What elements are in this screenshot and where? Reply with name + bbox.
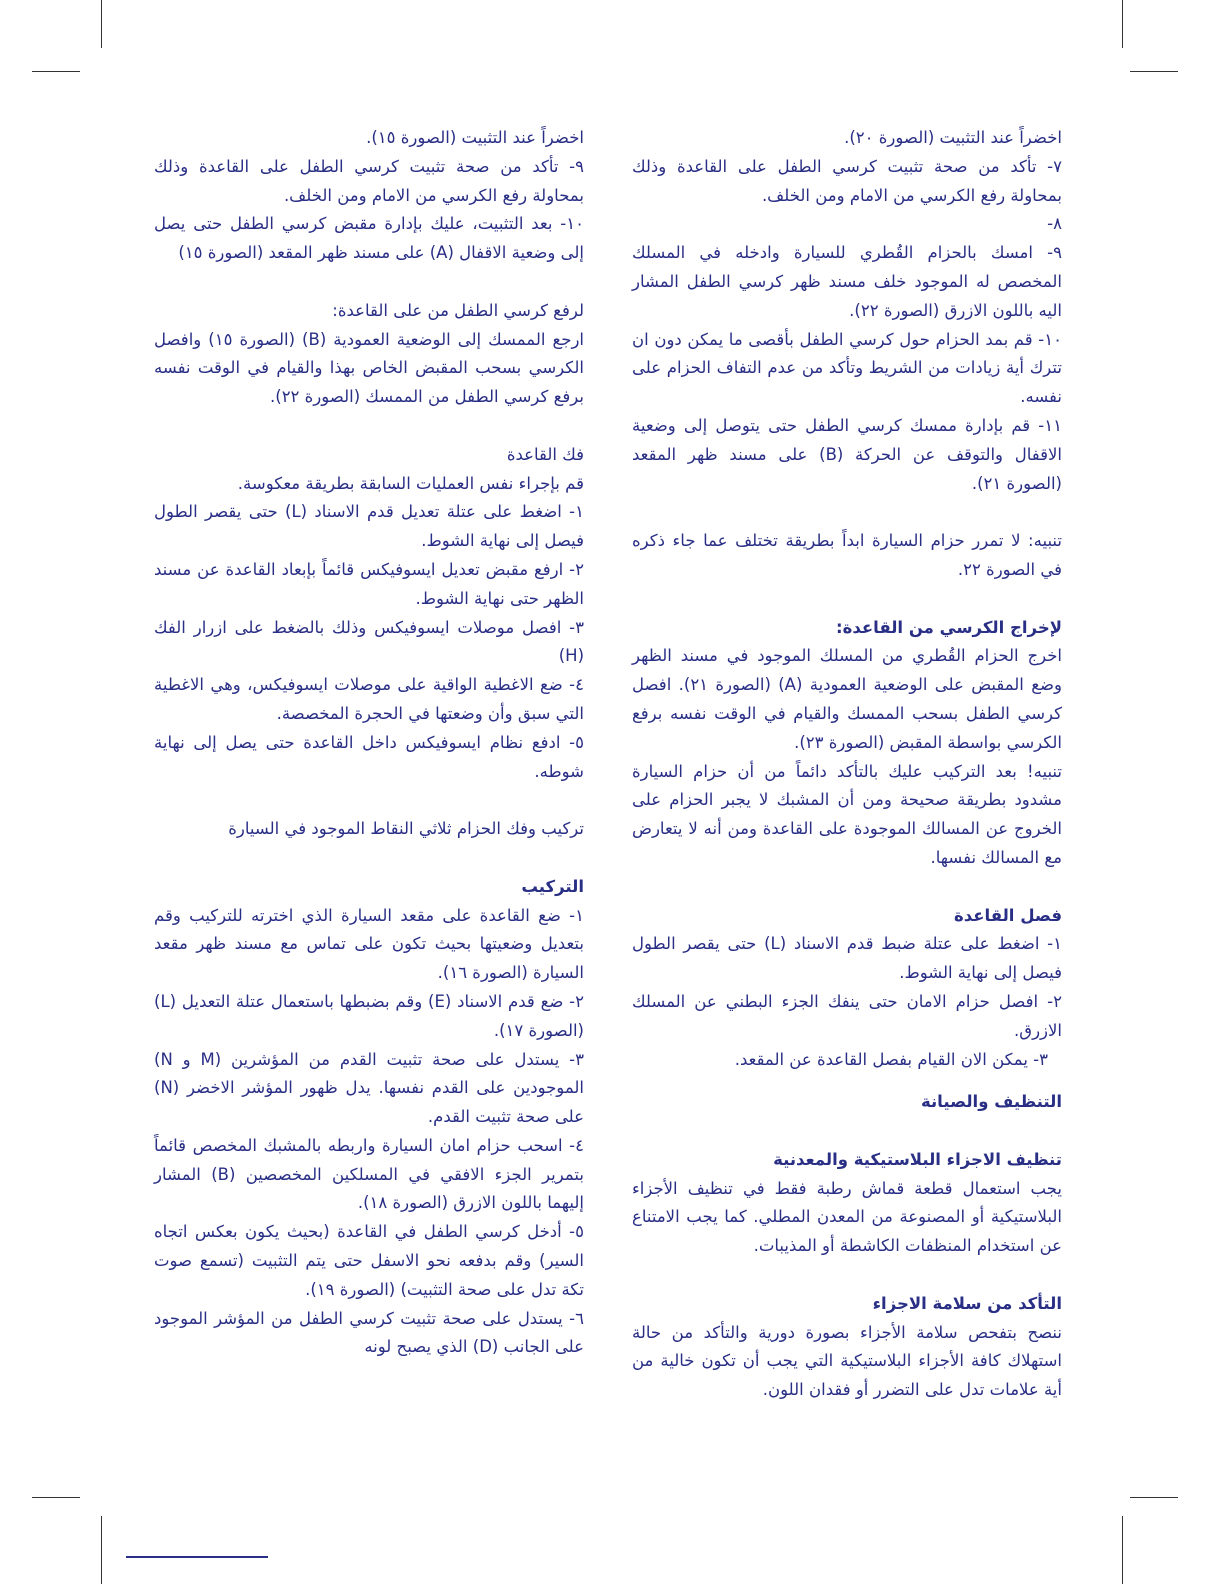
footer-rule <box>126 1556 268 1558</box>
paragraph: ارجع الممسك إلى الوضعية العمودية (B) (الصورة ١٥) وافصل الكرسي بسحب المقبض الخاص بهذا والقيام في الوقت نفسه برفع كرسي الطفل من الممسك (الصورة ٢٢). <box>154 329 585 407</box>
paragraph: ٢- ارفع مقبض تعديل ايسوفيكس قائماً بإبعاد القاعدة عن مسند الظهر حتى نهاية الشوط. <box>154 559 584 608</box>
paragraph: اخرج الحزام القُطري من المسلك الموجود في مسند الظهر وضع المقبض على الوضعية العمودية (A) (الصورة ٢١). افصل كرسي الطفل بسحب الممسك والقيام في الوقت نفسه برفع الكرسي بواسطة المقبض (الصورة ٢٣). <box>632 646 1063 752</box>
paragraph: ٣- يستدل على صحة تثبيت القدم من المؤشرين (M و N) الموجودين على القدم نفسها. يدل ظهور المؤشر الاخضر (N) على صحة تثبيت القدم. <box>154 1049 584 1127</box>
paragraph: ٧- تأكد من صحة تثبيت كرسي الطفل على القاعدة وذلك بمحاولة رفع الكرسي من الامام ومن الخلف. <box>632 156 1062 205</box>
warning-text: تنبيه! بعد التركيب عليك بالتأكد دائماً من أن حزام السيارة مشدود بطريقة صحيحة ومن أن المشبك لا يجبر الحزام على الخروج عن المسالك الموجودة على القاعدة ومن أنه لا يتعارض مع المسالك نفسها. <box>632 761 1062 867</box>
crop-mark-bottom-left-h <box>32 1497 80 1498</box>
paragraph: ننصح بتفحص سلامة الأجزاء بصورة دورية والتأكد من حالة استهلاك كافة الأجزاء البلاستيكية التي يجب أن تكون خالية من أية علامات تدل على التضرر أو فقدان اللون. <box>632 1322 1062 1400</box>
paragraph: اخضراً عند التثبيت (الصورة ١٥). <box>366 128 584 147</box>
crop-mark-bottom-right <box>1122 1516 1123 1584</box>
paragraph: ٤- اسحب حزام امان السيارة واربطه بالمشبك المخصص قائماً بتمرير الجزء الافقي في المسلكين المخصصين (B) المشار إليهما باللون الازرق (الصورة ١٨). <box>154 1135 584 1213</box>
section-heading: فصل القاعدة <box>954 905 1062 925</box>
paragraph: ٢- افصل حزام الامان حتى ينفك الجزء البطني عن المسلك الازرق. <box>632 991 1062 1040</box>
paragraph: ٤- ضع الاغطية الواقية على موصلات ايسوفيكس، وهي الاغطية التي سبق وأن وضعتها في الحجرة المخصصة. <box>154 675 584 723</box>
paragraph: اخضراً عند التثبيت (الصورة ٢٠). <box>844 128 1062 147</box>
paragraph: ٩- تأكد من صحة تثبيت كرسي الطفل على القاعدة وذلك بمحاولة رفع الكرسي من الامام ومن الخلف. <box>154 156 584 205</box>
paragraph: ١٠- قم بمد الحزام حول كرسي الطفل بأقصى ما يمكن دون ان تترك أية زيادات من الشريط وتأكد من عدم التفاف الحزام على نفسه. <box>632 329 1062 407</box>
section-heading: التركيب <box>521 876 584 896</box>
crop-mark-top-right <box>1122 0 1123 48</box>
paragraph: ١- اضغط على عتلة ضبط قدم الاسناد (L) حتى يقصر الطول فيصل إلى نهاية الشوط. <box>632 934 1062 983</box>
paragraph: ١٠- بعد التثبيت، عليك بإدارة مقبض كرسي الطفل حتى يصل إلى وضعية الاقفال (A) على مسند ظهر المقعد (الصورة ١٥) <box>154 214 584 263</box>
warning-text: تنبيه: لا تمرر حزام السيارة ابداً بطريقة تختلف عما جاء ذكره في الصورة ٢٢. <box>632 531 1062 579</box>
section-heading: التأكد من سلامة الاجزاء <box>872 1293 1062 1313</box>
paragraph: ١- ضع القاعدة على مقعد السيارة الذي اخترته للتركيب وقم بتعديل وضعيتها بحيث تكون على تماس مع مسند ظهر مقعد السيارة (الصورة ١٦). <box>154 905 584 983</box>
crop-mark-bottom-left <box>101 1516 102 1584</box>
paragraph: ٩- امسك بالحزام القُطري للسيارة وادخله في المسلك المخصص له الموجود خلف مسند ظهر كرسي الطفل المشار اليه باللون الازرق (الصورة ٢٢). <box>632 243 1062 320</box>
paragraph: ٢- ضع قدم الاسناد (E) وقم بضبطها باستعمال عتلة التعديل (L) (الصورة ١٧). <box>154 991 584 1040</box>
paragraph: ٥- ادفع نظام ايسوفيكس داخل القاعدة حتى يصل إلى نهاية شوطه. <box>154 732 584 781</box>
paragraph: ٥- أدخل كرسي الطفل في القاعدة (بحيث يكون بعكس اتجاه السير) وقم بدفعه نحو الاسفل حتى يتم التثبيت (تسمع صوت تكة تدل على صحة التثبيت) (الصورة ١٩). <box>154 1222 584 1299</box>
crop-mark-top-left-h <box>32 71 80 72</box>
crop-mark-top-right-h <box>1130 71 1178 72</box>
paragraph: قم بإجراء نفس العمليات السابقة بطريقة معكوسة. <box>237 473 584 493</box>
section-heading: لإخراج الكرسي من القاعدة: <box>836 617 1062 637</box>
section-heading: فك القاعدة <box>506 444 584 464</box>
paragraph: ٣- افصل موصلات ايسوفيكس وذلك بالضغط على ازرار الفك (H) <box>154 617 584 666</box>
paragraph: ١- اضغط على عتلة تعديل قدم الاسناد (L) حتى يقصر الطول فيصل إلى نهاية الشوط. <box>154 502 584 551</box>
paragraph: ٦- يستدل على صحة تثبيت كرسي الطفل من المؤشر الموجود على الجانب (D) الذي يصبح لونه <box>154 1308 584 1357</box>
section-heading: تنظيف الاجزاء البلاستيكية والمعدنية <box>773 1149 1062 1169</box>
paragraph: ٨- <box>1047 214 1062 234</box>
section-heading: التنظيف والصيانة <box>920 1092 1062 1112</box>
crop-mark-top-left <box>101 0 102 48</box>
section-heading: تركيب وفك الحزام ثلاثي النقاط الموجود في السيارة <box>228 819 584 839</box>
paragraph: يجب استعمال قطعة قماش رطبة فقط في تنظيف الأجزاء البلاستيكية أو المصنوعة من المعدن المطلي. كما يجب الامتناع عن استخدام المنظفات الكاشطة أو المذيبات. <box>632 1178 1062 1256</box>
crop-mark-bottom-right-h <box>1130 1497 1178 1498</box>
section-heading: لرفع كرسي الطفل من على القاعدة: <box>332 300 584 320</box>
paragraph: ٣- يمكن الان القيام بفصل القاعدة عن المقعد. <box>734 1049 1048 1069</box>
paragraph: ١١- قم بإدارة ممسك كرسي الطفل حتى يتوصل إلى وضعية الاقفال والتوقف عن الحركة (B) على مسند ظهر المقعد (الصورة ٢١). <box>632 415 1062 493</box>
left-column <box>154 124 584 1362</box>
right-column <box>632 124 1062 1405</box>
